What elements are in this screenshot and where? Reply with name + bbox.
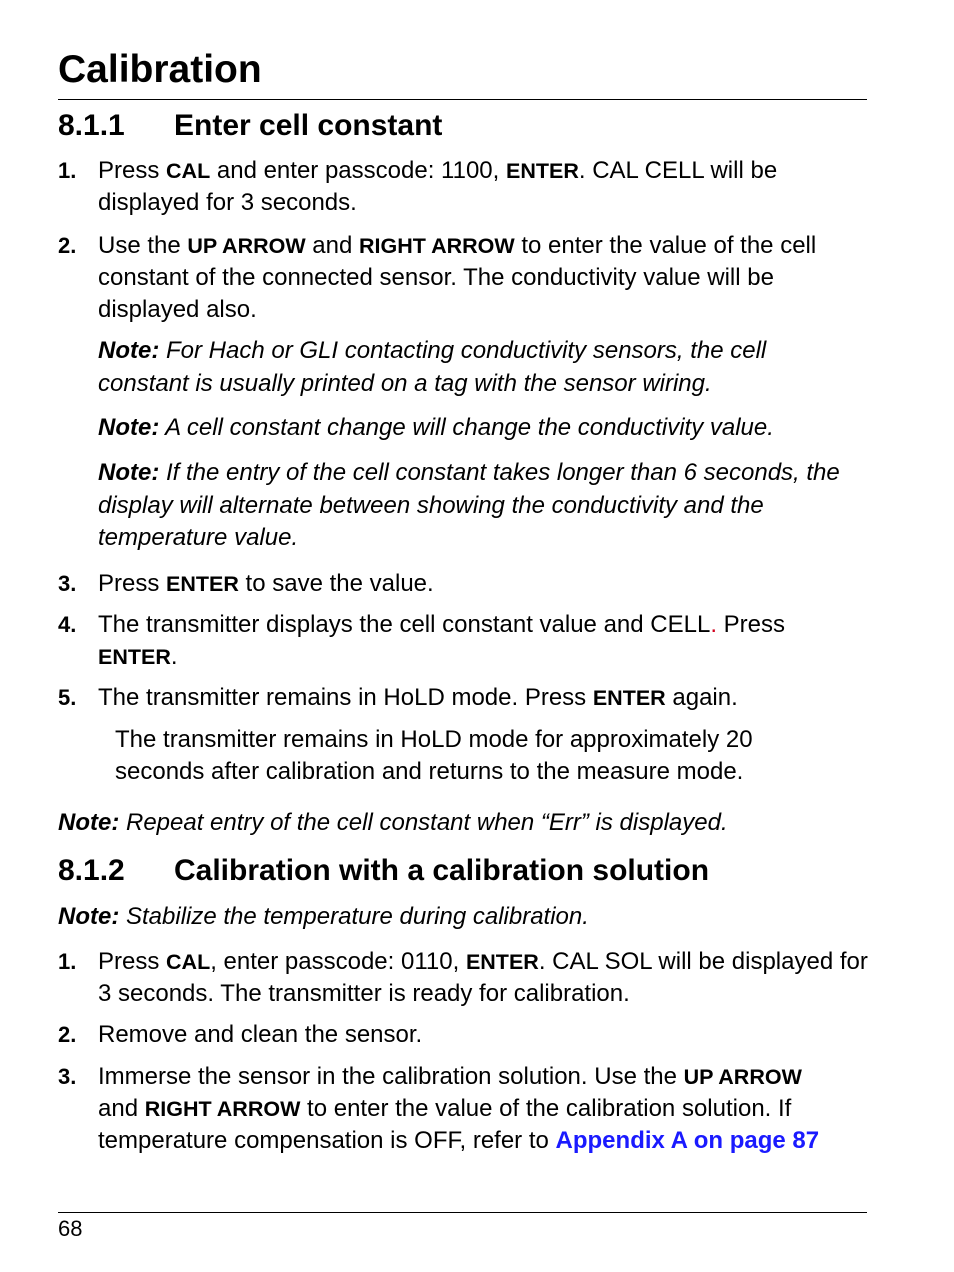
key-enter: ENTER: [465, 950, 539, 974]
step-2: [58, 1019, 868, 1051]
chapter-title: Calibration: [58, 48, 262, 91]
step-number: 2.: [58, 233, 77, 258]
step-3: [58, 1061, 868, 1157]
key-right-arrow: RIGHT ARROW: [359, 234, 515, 258]
step-text: Remove and clean the sensor.: [98, 1021, 423, 1048]
step-number: 1.: [58, 158, 77, 183]
section-number: 8.1.1: [58, 109, 125, 142]
page-number: 68: [58, 1216, 83, 1241]
section-title: Enter cell constant: [174, 109, 443, 142]
note-text: Repeat entry of the cell constant when “Err” is displayed.: [119, 809, 728, 836]
step-number: 3.: [58, 571, 77, 596]
section-heading-8-1-1: [58, 108, 442, 144]
red-period: .: [710, 611, 717, 638]
note-label: Note:: [98, 459, 160, 486]
step-text: Use the UP ARROW and RIGHT ARROW to enter the value of the cell constant of the connected sensor. The conductivity value will be displayed also.: [98, 232, 817, 323]
note-text: If the entry of the cell constant takes longer than 6 seconds, the display will alternate between showing the conductivity and the temperature value.: [98, 459, 840, 551]
key-enter: ENTER: [592, 686, 666, 710]
step-2: [58, 230, 868, 326]
appendix-a-link[interactable]: Appendix A on page 87: [555, 1127, 820, 1154]
section-number: 8.1.2: [58, 854, 125, 887]
section-title: Calibration with a calibration solution: [174, 854, 710, 887]
footer-rule: [58, 1212, 867, 1213]
header-rule: [58, 99, 867, 100]
step-text: The transmitter remains in HoLD mode. Press ENTER again.: [98, 684, 738, 711]
step-number: 5.: [58, 685, 77, 710]
note-label: Note:: [98, 337, 160, 364]
key-up-arrow: UP ARROW: [683, 1065, 802, 1089]
note-text: Stabilize the temperature during calibration.: [119, 903, 589, 930]
note-label: Note:: [58, 809, 120, 836]
step-number: 2.: [58, 1022, 77, 1047]
step-5: [58, 682, 868, 714]
step-1: [58, 946, 868, 1010]
step-3: [58, 568, 868, 600]
note-hach-gli: [98, 335, 858, 400]
step-4: [58, 609, 868, 673]
note-repeat-entry: [58, 807, 868, 840]
step-number: 3.: [58, 1064, 77, 1089]
key-right-arrow: RIGHT ARROW: [144, 1097, 301, 1121]
note-stabilize-temperature: [58, 901, 868, 934]
note-label: Note:: [58, 903, 120, 930]
note-text: A cell constant change will change the conductivity value.: [159, 414, 774, 441]
key-enter: ENTER: [166, 572, 239, 596]
key-up-arrow: UP ARROW: [187, 234, 306, 258]
step-number: 4.: [58, 612, 77, 637]
note-label: Note:: [98, 414, 160, 441]
step-text: Immerse the sensor in the calibration solution. Use the UP ARROW and RIGHT ARROW to enter the value of the calibration solution. If temperature compensation is OFF, refer to Appendix A on page 87: [98, 1063, 820, 1154]
step-number: 1.: [58, 949, 77, 974]
key-enter: ENTER: [505, 159, 579, 183]
key-enter: ENTER: [98, 645, 171, 669]
key-cal: CAL: [166, 950, 211, 974]
key-cal: CAL: [166, 159, 211, 183]
step-text: Press CAL and enter passcode: 1100, ENTER. CAL CELL will be displayed for 3 seconds.: [98, 157, 778, 216]
note-cell-constant-change: [98, 412, 858, 445]
section-heading-8-1-2: [58, 853, 709, 889]
step-text: Press ENTER to save the value.: [98, 570, 434, 597]
step-text: The transmitter displays the cell constant value and CELL. Press ENTER.: [98, 611, 786, 670]
note-text: For Hach or GLI contacting conductivity sensors, the cell constant is usually printed on a tag with the sensor wiring.: [98, 337, 767, 397]
step-text: Press CAL, enter passcode: 0110, ENTER. CAL SOL will be displayed for 3 seconds. The transmitter is ready for calibration.: [98, 948, 868, 1007]
step-5-detail: The transmitter remains in HoLD mode for approximately 20 seconds after calibration and returns to the measure mode.: [115, 726, 753, 785]
note-entry-timeout: [98, 457, 863, 555]
step-1: [58, 155, 868, 219]
